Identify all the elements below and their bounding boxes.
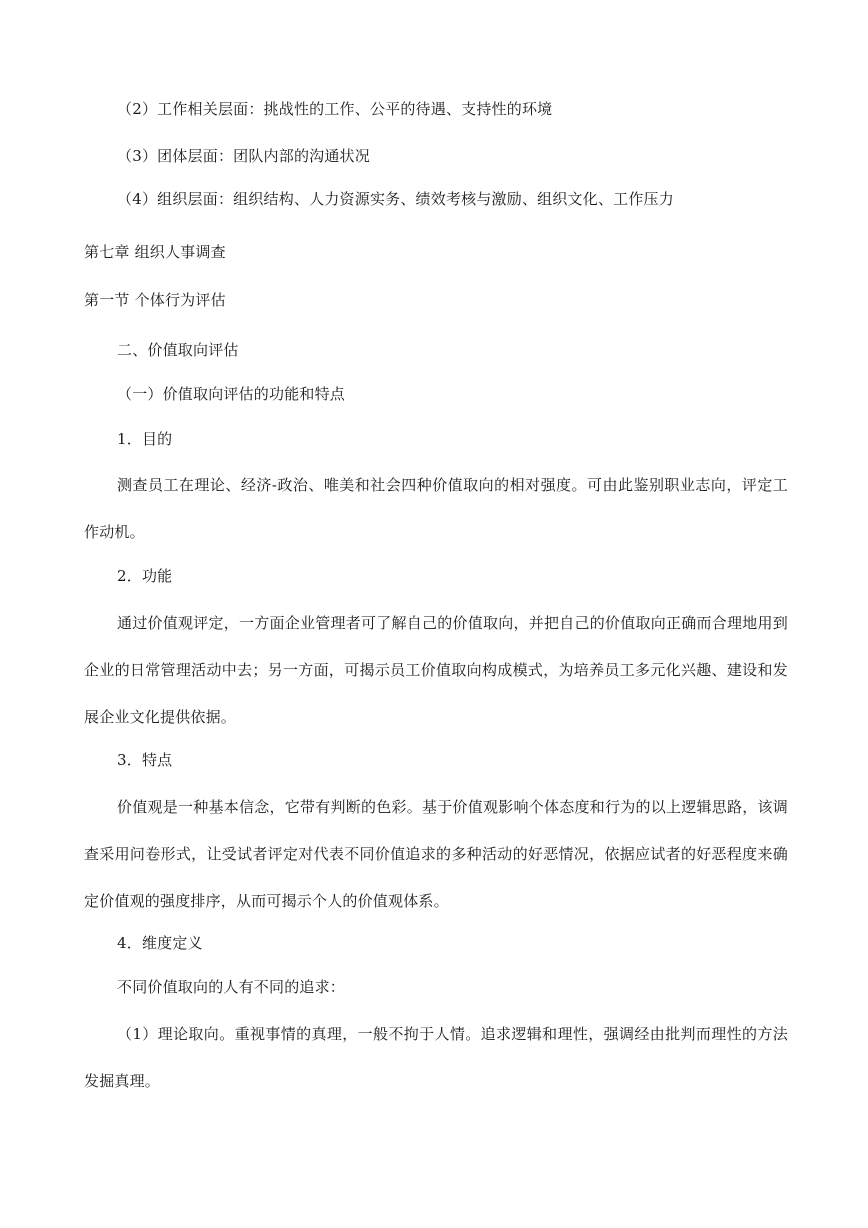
paragraph-intro: 不同价值取向的人有不同的追求： xyxy=(117,978,346,996)
list-item-team-level: （3）团体层面：团队内部的沟通状况 xyxy=(117,147,370,165)
item-heading-function: 2．功能 xyxy=(117,567,173,585)
paragraph-features: 价值观是一种基本信念，它带有判断的色彩。基于价值观影响个体态度和行为的以上逻辑思路，该调查采用问卷形式，让受试者评定对代表不同价值追求的多种活动的好恶情况，依据应试者的好恶程度来确定价值观的强度排序，从而可揭示个人的价值观体系。 xyxy=(84,798,788,910)
list-item-org-level: （4）组织层面：组织结构、人力资源实务、绩效考核与激励、组织文化、工作压力 xyxy=(117,190,674,208)
list-item-work-level: （2）工作相关层面：挑战性的工作、公平的待遇、支持性的环境 xyxy=(117,100,553,118)
subsection-heading: 二、价值取向评估 xyxy=(117,341,239,359)
subsubsection-heading: （一）价值取向评估的功能和特点 xyxy=(117,385,346,403)
paragraph-purpose: 测查员工在理论、经济-政治、唯美和社会四种价值取向的相对强度。可由此鉴别职业志向，评定工作动机。 xyxy=(84,476,788,541)
item-heading-purpose: 1．目的 xyxy=(117,430,173,448)
chapter-heading: 第七章 组织人事调查 xyxy=(84,243,226,261)
section-heading: 第一节 个体行为评估 xyxy=(84,291,226,309)
item-heading-features: 3．特点 xyxy=(117,751,173,769)
item-heading-dimensions: 4．维度定义 xyxy=(117,934,203,952)
paragraph-theory-orientation: （1）理论取向。重视事情的真理，一般不拘于人情。追求逻辑和理性，强调经由批判而理性的方法发掘真理。 xyxy=(84,1025,788,1090)
paragraph-function: 通过价值观评定，一方面企业管理者可了解自己的价值取向，并把自己的价值取向正确而合理地用到企业的日常管理活动中去；另一方面，可揭示员工价值取向构成模式，为培养员工多元化兴趣、建设和发展企业文化提供依据。 xyxy=(84,614,788,726)
